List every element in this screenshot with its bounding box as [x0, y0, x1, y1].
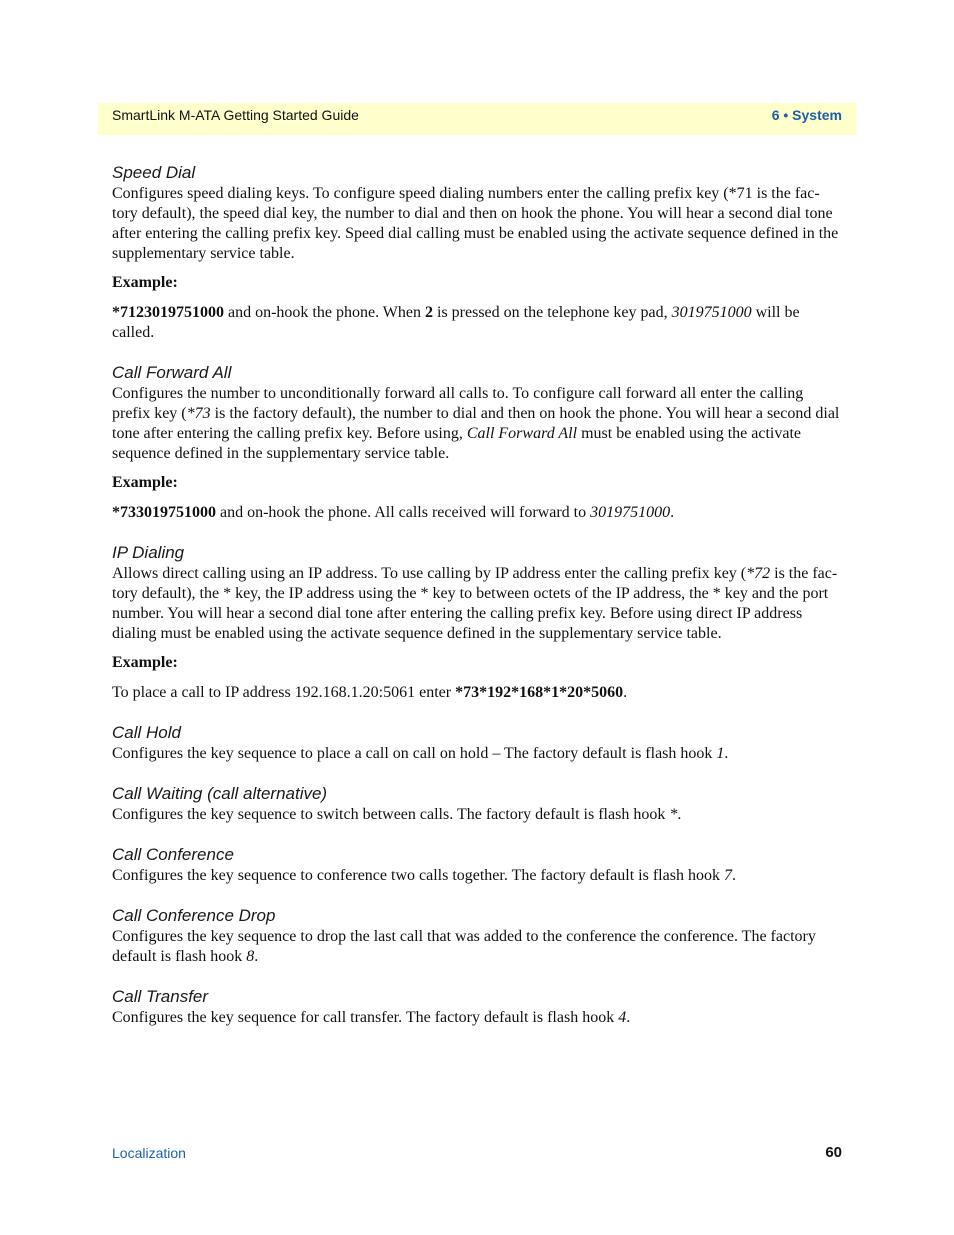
running-header: [98, 103, 856, 135]
example-text-part: and on-hook the phone. All calls received will forward to: [216, 504, 591, 521]
flash-hook-key: 4: [618, 1009, 627, 1026]
flash-hook-key: *: [669, 806, 678, 823]
section-call-conference-drop: [112, 905, 842, 967]
section-call-conference: [112, 844, 842, 886]
section-call-hold: [112, 722, 842, 764]
feature-name: Call Forward All: [466, 425, 578, 442]
prefix-code: *73: [186, 405, 211, 422]
example-label: Example:: [112, 474, 178, 491]
page-number: 60: [825, 1144, 842, 1161]
example-label: Example:: [112, 654, 178, 671]
prefix-code: *72: [746, 565, 771, 582]
body-part: .: [254, 948, 259, 965]
body-part: .: [626, 1009, 631, 1026]
section-call-transfer: [112, 986, 842, 1028]
example-text: [112, 303, 842, 343]
section-title: Call Waiting (call alternative): [112, 784, 328, 803]
example-text: [112, 683, 842, 703]
body-part: .: [724, 745, 729, 762]
section-title: Call Transfer: [112, 987, 209, 1006]
section-title: Call Hold: [112, 723, 181, 742]
body-part: Allows direct calling using an IP address. To use calling by IP address enter the calling prefix key (: [112, 565, 747, 582]
flash-hook-key: 8: [246, 948, 255, 965]
footer-section-link[interactable]: Localization: [112, 1145, 186, 1161]
body-part: Configures the key sequence to switch between calls. The factory default is flash hook: [112, 806, 670, 823]
body-part: Configures the key sequence to place a call on call on hold – The factory default is flash hook: [112, 745, 717, 762]
section-body: [112, 927, 842, 967]
section-title: Call Conference Drop: [112, 906, 276, 925]
section-title: Call Forward All: [112, 363, 232, 382]
section-title: Call Conference: [112, 845, 234, 864]
example-key: 2: [425, 304, 433, 321]
body-part: Configures the number to unconditionally forward all calls to. To configure call forward all enter the calling prefix key (: [112, 385, 804, 422]
body-part: .: [731, 867, 736, 884]
section-body: [112, 1008, 842, 1028]
section-body: Configures speed dialing keys. To configure speed dialing numbers enter the calling prefix key (*71 is the fac-tory default), the speed dial key, the number to dial and then on hook the phone. You will hear a second dial tone after entering the calling prefix key. Speed dial calling must be enabled using the activate sequence defined in the supplementary service table.: [112, 185, 839, 262]
example-code: *73*192*168*1*20*5060: [455, 684, 624, 701]
section-ip-dialing: [112, 542, 842, 703]
flash-hook-key: 1: [716, 745, 725, 762]
section-call-waiting: [112, 783, 842, 825]
example-text-part: and on-hook the phone. When: [224, 304, 425, 321]
example-text-part: .: [670, 504, 675, 521]
section-call-forward-all: [112, 362, 842, 523]
header-guide-title: SmartLink M-ATA Getting Started Guide: [112, 107, 359, 123]
section-body: [112, 744, 842, 764]
example-text: [112, 503, 842, 523]
section-title: Speed Dial: [112, 163, 196, 182]
body-part: is the factory default), the number to dial and then on hook the phone. You will hear a second dial tone after entering the calling prefix key. Before using,: [112, 405, 840, 442]
section-title: IP Dialing: [112, 543, 185, 562]
body-part: Configures the key sequence to drop the last call that was added to the conference the conference. The factory default is flash hook: [112, 928, 816, 965]
example-number: 3019751000: [590, 504, 671, 521]
body-part: must be enabled using the activate sequence defined in the supplementary service table.: [112, 425, 802, 462]
body-part: .: [677, 806, 682, 823]
example-text-part: To place a call to IP address 192.168.1.20:5061 enter: [112, 684, 456, 701]
body-part: Configures the key sequence for call transfer. The factory default is flash hook: [112, 1009, 619, 1026]
example-text-part: .: [623, 684, 628, 701]
body-part: Configures the key sequence to conference two calls together. The factory default is flash hook: [112, 867, 724, 884]
flash-hook-key: 7: [723, 867, 732, 884]
example-code: *7123019751000: [112, 304, 224, 321]
example-text-part: is pressed on the telephone key pad,: [433, 304, 672, 321]
section-body: [112, 805, 842, 825]
example-number: 3019751000: [671, 304, 752, 321]
section-body: [112, 866, 842, 886]
page-content: [112, 162, 842, 1028]
section-speed-dial: [112, 162, 842, 343]
section-body: [112, 564, 842, 644]
example-label: Example:: [112, 274, 178, 291]
header-chapter: 6 • System: [771, 107, 842, 123]
example-code: *733019751000: [112, 504, 216, 521]
body-part: is the fac-tory default), the * key, the IP address using the * key to between octets of the IP address, the * key and the port number. You will hear a second dial tone after entering the calling prefix key. Before using direct IP address dialing must be enabled using the activate sequence defined in the supplementary service table.: [112, 565, 838, 642]
example-text-part: will be called.: [112, 304, 800, 341]
section-body: [112, 384, 842, 464]
